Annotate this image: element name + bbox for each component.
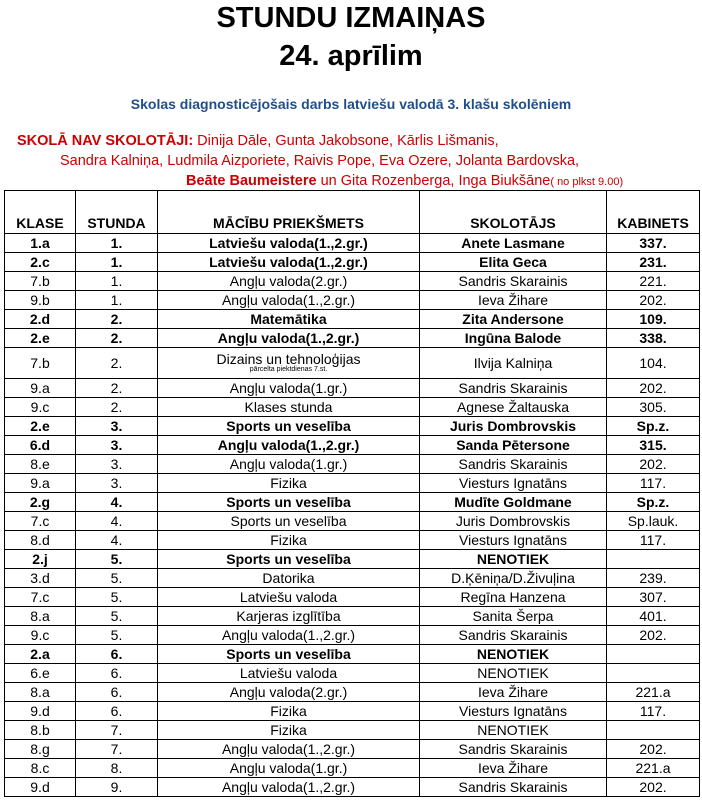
absent-bold-name: Beāte Baumeistere: [186, 173, 317, 189]
cell-kabinets: 104.: [607, 348, 700, 379]
cell-stunda: 6.: [76, 702, 158, 721]
cell-stunda: 6.: [76, 645, 158, 664]
cell-skolotajs: D.Ķēniņa/D.Živuļina: [420, 569, 607, 588]
cell-skolotajs: Ingūna Balode: [420, 329, 607, 348]
cell-kabinets: Sp.z.: [607, 417, 700, 436]
absent-teachers-line-2: Sandra Kalniņa, Ludmila Aizporiete, Raivis Pope, Eva Ozere, Jolanta Bardovska,: [60, 153, 580, 169]
table-row: [5, 348, 700, 379]
cell-prieksmets: Angļu valoda(1.gr.): [158, 455, 420, 474]
cell-stunda: 1.: [76, 291, 158, 310]
cell-prieksmets: Dizains un tehnoloģijas pārcelta piektdienas 7.st.: [158, 348, 420, 379]
cell-prieksmets: Latviešu valoda: [158, 588, 420, 607]
cell-kabinets: 221.: [607, 272, 700, 291]
cell-skolotajs: Sandris Skarainis: [420, 379, 607, 398]
cell-kabinets: 117.: [607, 531, 700, 550]
cell-klase: 6.e: [5, 664, 76, 683]
cell-klase: 2.g: [5, 493, 76, 512]
cell-kabinets: [607, 550, 700, 569]
table-row: [5, 234, 700, 253]
cell-stunda: 2.: [76, 329, 158, 348]
cell-klase: 9.a: [5, 379, 76, 398]
cell-skolotajs: NENOTIEK: [420, 645, 607, 664]
cell-skolotajs: Zita Andersone: [420, 310, 607, 329]
cell-kabinets: 202.: [607, 455, 700, 474]
cell-stunda: 9.: [76, 778, 158, 797]
table-row: [5, 588, 700, 607]
cell-stunda: 5.: [76, 550, 158, 569]
cell-kabinets: [607, 664, 700, 683]
cell-klase: 2.d: [5, 310, 76, 329]
cell-klase: 8.a: [5, 683, 76, 702]
cell-skolotajs: Ieva Žihare: [420, 759, 607, 778]
cell-klase: 3.d: [5, 569, 76, 588]
cell-kabinets: 231.: [607, 253, 700, 272]
table-row: [5, 436, 700, 455]
table-row: [5, 740, 700, 759]
cell-klase: 2.e: [5, 417, 76, 436]
cell-prieksmets: Fizika: [158, 721, 420, 740]
cell-kabinets: 315.: [607, 436, 700, 455]
cell-klase: 8.g: [5, 740, 76, 759]
cell-prieksmets: Angļu valoda(2.gr.): [158, 272, 420, 291]
table-row: [5, 310, 700, 329]
table-row: [5, 531, 700, 550]
cell-skolotajs: Sandris Skarainis: [420, 778, 607, 797]
cell-skolotajs: Viesturs Ignatāns: [420, 474, 607, 493]
cell-kabinets: [607, 645, 700, 664]
schedule-table: [4, 190, 700, 797]
cell-prieksmets: Sports un veselība: [158, 512, 420, 531]
table-row: [5, 664, 700, 683]
absent-teachers-line-1: [17, 133, 499, 149]
cell-kabinets: 117.: [607, 702, 700, 721]
table-row: [5, 379, 700, 398]
cell-klase: 9.d: [5, 702, 76, 721]
cell-skolotajs: Regīna Hanzena: [420, 588, 607, 607]
cell-klase: 9.b: [5, 291, 76, 310]
cell-kabinets: 202.: [607, 778, 700, 797]
cell-skolotajs: NENOTIEK: [420, 664, 607, 683]
cell-prieksmets: Angļu valoda(1.,2.gr.): [158, 778, 420, 797]
cell-klase: 7.c: [5, 588, 76, 607]
cell-klase: 2.j: [5, 550, 76, 569]
absent-label: SKOLĀ NAV SKOLOTĀJI:: [17, 133, 194, 149]
cell-skolotajs: Viesturs Ignatāns: [420, 702, 607, 721]
cell-kabinets: [607, 721, 700, 740]
cell-skolotajs: Anete Lasmane: [420, 234, 607, 253]
cell-skolotajs: Ieva Žihare: [420, 291, 607, 310]
cell-stunda: 6.: [76, 683, 158, 702]
page-date: 24. aprīlim: [279, 40, 423, 72]
col-header-skolotajs: SKOLOTĀJS: [420, 191, 607, 234]
cell-klase: 2.c: [5, 253, 76, 272]
absent-time-note: ( no plkst 9.00): [550, 176, 624, 188]
cell-klase: 8.e: [5, 455, 76, 474]
table-row: [5, 253, 700, 272]
cell-kabinets: 109.: [607, 310, 700, 329]
cell-stunda: 6.: [76, 664, 158, 683]
cell-prieksmets: Sports un veselība: [158, 493, 420, 512]
table-row: [5, 550, 700, 569]
cell-prieksmets: Sports un veselība: [158, 417, 420, 436]
cell-skolotajs: Mudīte Goldmane: [420, 493, 607, 512]
col-header-prieksmets: MĀCĪBU PRIEKŠMETS: [158, 191, 420, 234]
col-header-kabinets: KABINETS: [607, 191, 700, 234]
cell-skolotajs: Sandris Skarainis: [420, 626, 607, 645]
cell-kabinets: 307.: [607, 588, 700, 607]
table-row: [5, 569, 700, 588]
table-row: [5, 329, 700, 348]
cell-stunda: 1.: [76, 253, 158, 272]
cell-prieksmets: Angļu valoda(1.,2.gr.): [158, 329, 420, 348]
cell-skolotajs: Elita Geca: [420, 253, 607, 272]
cell-stunda: 4.: [76, 531, 158, 550]
cell-klase: 2.a: [5, 645, 76, 664]
cell-klase: 8.a: [5, 607, 76, 626]
cell-kabinets: 202.: [607, 626, 700, 645]
cell-stunda: 7.: [76, 740, 158, 759]
cell-prieksmets: Sports un veselība: [158, 645, 420, 664]
cell-skolotajs: Sanita Šerpa: [420, 607, 607, 626]
col-header-klase: KLASE: [5, 191, 76, 234]
table-row: [5, 683, 700, 702]
cell-klase: 1.a: [5, 234, 76, 253]
cell-prieksmets: Fizika: [158, 531, 420, 550]
cell-kabinets: 117.: [607, 474, 700, 493]
cell-stunda: 1.: [76, 234, 158, 253]
cell-klase: 2.e: [5, 329, 76, 348]
absent-names-3: un Gita Rozenberga, Inga Biukšāne: [316, 173, 551, 189]
cell-kabinets: 221.a: [607, 759, 700, 778]
absent-names-1: Dinija Dāle, Gunta Jakobsone, Kārlis Lišmanis,: [193, 133, 499, 149]
cell-skolotajs: Ieva Žihare: [420, 683, 607, 702]
cell-prieksmets: Datorika: [158, 569, 420, 588]
cell-skolotajs: Sandris Skarainis: [420, 272, 607, 291]
cell-klase: 9.c: [5, 398, 76, 417]
cell-prieksmets: Klases stunda: [158, 398, 420, 417]
cell-skolotajs: Agnese Žaltauska: [420, 398, 607, 417]
cell-kabinets: 305.: [607, 398, 700, 417]
cell-prieksmets: Angļu valoda(1.,2.gr.): [158, 626, 420, 645]
cell-stunda: 5.: [76, 569, 158, 588]
cell-stunda: 2.: [76, 348, 158, 379]
cell-kabinets: 202.: [607, 740, 700, 759]
table-row: [5, 512, 700, 531]
cell-prieksmets: Angļu valoda(1.,2.gr.): [158, 436, 420, 455]
table-row: [5, 607, 700, 626]
cell-prieksmets: Angļu valoda(1.,2.gr.): [158, 291, 420, 310]
table-row: [5, 778, 700, 797]
cell-stunda: 2.: [76, 310, 158, 329]
cell-prieksmets: Fizika: [158, 474, 420, 493]
cell-kabinets: Sp.z.: [607, 493, 700, 512]
cell-skolotajs: Sandris Skarainis: [420, 740, 607, 759]
table-row: [5, 645, 700, 664]
cell-klase: 7.c: [5, 512, 76, 531]
cell-klase: 8.b: [5, 721, 76, 740]
table-row: [5, 626, 700, 645]
table-row: [5, 291, 700, 310]
cell-skolotajs: Juris Dombrovskis: [420, 512, 607, 531]
cell-kabinets: 221.a: [607, 683, 700, 702]
cell-klase: 9.c: [5, 626, 76, 645]
cell-stunda: 4.: [76, 512, 158, 531]
cell-prieksmets: Karjeras izglītība: [158, 607, 420, 626]
table-body: [5, 234, 700, 797]
cell-note: pārcelta piektdienas 7.st.: [249, 366, 328, 373]
cell-klase: 8.d: [5, 531, 76, 550]
cell-skolotajs: Ilvija Kalniņa: [420, 348, 607, 379]
cell-stunda: 3.: [76, 417, 158, 436]
table-header-row: [5, 191, 700, 234]
cell-prieksmets: Latviešu valoda(1.,2.gr.): [158, 234, 420, 253]
table-row: [5, 474, 700, 493]
cell-klase: 8.c: [5, 759, 76, 778]
cell-stunda: 7.: [76, 721, 158, 740]
cell-klase: 6.d: [5, 436, 76, 455]
cell-skolotajs: Sandris Skarainis: [420, 455, 607, 474]
cell-stunda: 2.: [76, 379, 158, 398]
cell-stunda: 5.: [76, 607, 158, 626]
cell-kabinets: 401.: [607, 607, 700, 626]
cell-kabinets: 338.: [607, 329, 700, 348]
cell-stunda: 5.: [76, 588, 158, 607]
cell-kabinets: Sp.lauk.: [607, 512, 700, 531]
cell-klase: 7.b: [5, 348, 76, 379]
table-row: [5, 398, 700, 417]
cell-kabinets: 202.: [607, 379, 700, 398]
cell-klase: 9.a: [5, 474, 76, 493]
cell-prieksmets: Sports un veselība: [158, 550, 420, 569]
absent-teachers-line-3: [186, 173, 623, 189]
cell-kabinets: 337.: [607, 234, 700, 253]
cell-stunda: 1.: [76, 272, 158, 291]
cell-stunda: 4.: [76, 493, 158, 512]
table-row: [5, 272, 700, 291]
cell-stunda: 3.: [76, 436, 158, 455]
table-row: [5, 493, 700, 512]
cell-prieksmets: Latviešu valoda(1.,2.gr.): [158, 253, 420, 272]
cell-skolotajs: Viesturs Ignatāns: [420, 531, 607, 550]
col-header-stunda: STUNDA: [76, 191, 158, 234]
cell-stunda: 3.: [76, 474, 158, 493]
table-row: [5, 702, 700, 721]
cell-klase: 9.d: [5, 778, 76, 797]
cell-skolotajs: Sanda Pētersone: [420, 436, 607, 455]
page-title: STUNDU IZMAIŅAS: [216, 2, 486, 34]
cell-prieksmets: Angļu valoda(1.gr.): [158, 759, 420, 778]
cell-skolotajs: NENOTIEK: [420, 721, 607, 740]
cell-prieksmets: Angļu valoda(2.gr.): [158, 683, 420, 702]
cell-prieksmets: Fizika: [158, 702, 420, 721]
cell-prieksmets: Angļu valoda(1.gr.): [158, 379, 420, 398]
cell-stunda: 5.: [76, 626, 158, 645]
cell-prieksmets: Matemātika: [158, 310, 420, 329]
cell-skolotajs: Juris Dombrovskis: [420, 417, 607, 436]
cell-prieksmets: Latviešu valoda: [158, 664, 420, 683]
cell-klase: 7.b: [5, 272, 76, 291]
cell-kabinets: 202.: [607, 291, 700, 310]
cell-stunda: 8.: [76, 759, 158, 778]
table-row: [5, 759, 700, 778]
table-row: [5, 721, 700, 740]
page-subtitle: Skolas diagnosticējošais darbs latviešu valodā 3. klašu skolēniem: [130, 96, 572, 112]
table-row: [5, 417, 700, 436]
cell-stunda: 3.: [76, 455, 158, 474]
cell-stunda: 2.: [76, 398, 158, 417]
cell-prieksmets: Angļu valoda(1.,2.gr.): [158, 740, 420, 759]
cell-kabinets: 239.: [607, 569, 700, 588]
table-row: [5, 455, 700, 474]
cell-skolotajs: NENOTIEK: [420, 550, 607, 569]
